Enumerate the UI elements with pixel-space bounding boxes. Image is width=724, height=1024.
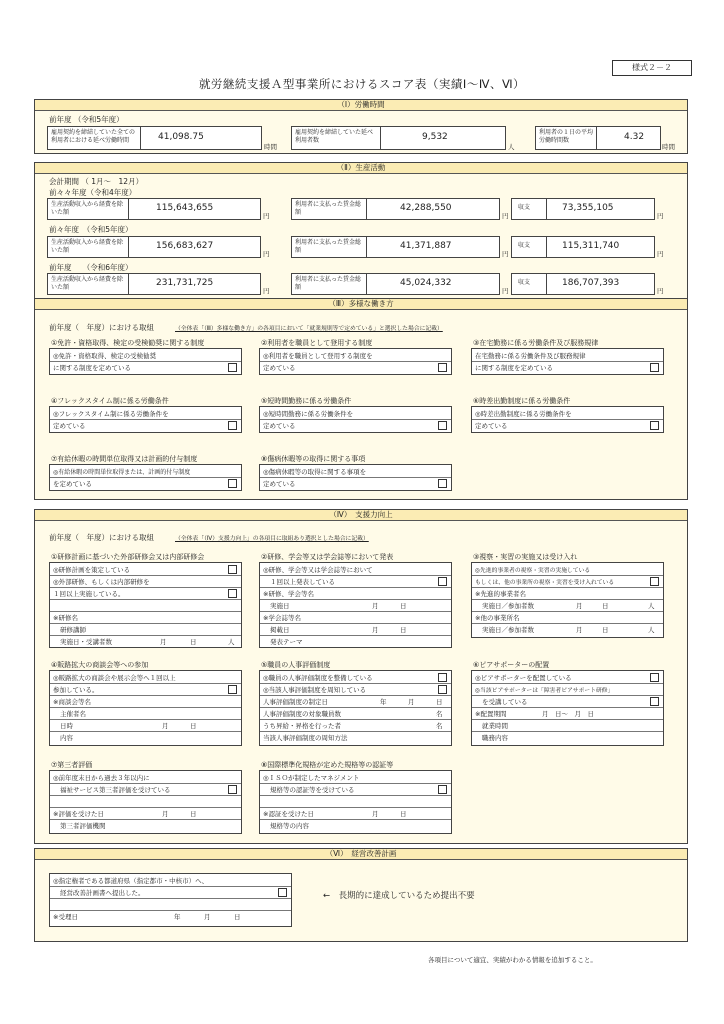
footer-note: 各項目について適宜、実績がわかる情報を追加すること。	[428, 956, 597, 964]
section-intro: 前年度（ 年度）における取組	[49, 323, 154, 332]
avg-hours-value: 4.32	[624, 132, 645, 142]
item-box: 在宅勤務に係る労働条件及び服務規律 に関する制度を定めている	[471, 348, 664, 375]
item-box: ◎利用者を職員として登用する制度を 定めている	[259, 348, 452, 375]
item-checkbox[interactable]	[228, 363, 237, 372]
balance-box: 収支 73,355,105	[511, 198, 655, 220]
balance-value: 186,707,393	[562, 278, 620, 288]
item-checkbox[interactable]	[438, 785, 447, 794]
income-value: 156,683,627	[156, 241, 214, 251]
income-value: 115,643,655	[156, 203, 214, 213]
item-title: ②利用者を職員として登用する制度	[261, 339, 373, 347]
wage-value: 42,288,550	[400, 203, 452, 213]
item-checkbox[interactable]	[228, 421, 237, 430]
item-checkbox[interactable]	[650, 697, 659, 706]
accounting-period: 会計期間 （ 1月～ 12月）	[49, 177, 144, 186]
item-title: ①研修計画に基づいた外部研修会又は内部研修会	[51, 553, 205, 561]
item-checkbox[interactable]	[438, 685, 447, 694]
item-box: ◎免許・資格取得、検定の受検勧奨 に関する制度を定めている	[49, 348, 242, 375]
item-box: ◎研修計画を策定している ◎外部研修、もしくは内部研修を １回以上実施している。 ※研修名 研修講師 実施日・受講者数 月 日 人	[49, 562, 242, 648]
avg-hours-box: 利用者の１日の平均労働時間数 4.32	[535, 126, 661, 150]
item-title: ⑦有給休暇の時間単位取得又は計画的付与制度	[51, 455, 198, 463]
item-box: ◎前年度末日から過去３年以内に 福祉サービス第三者評価を受けている ※評価を受けた日 月 日 第三者評価機関	[49, 770, 242, 834]
exemption-note: ← 長期的に達成しているため提出不要	[323, 891, 475, 901]
section-intro: 前年度（ 年度）における取組	[49, 533, 154, 542]
section-diverse-work	[34, 298, 688, 500]
income-box: 生産活動収入から経費を除いた額 115,643,655	[47, 198, 261, 220]
item-box: ◎時差出勤制度に係る労働条件を 定めている	[471, 406, 664, 433]
item-checkbox[interactable]	[438, 577, 447, 586]
item-title: ⑤短時間勤務に係る労働条件	[261, 397, 352, 405]
item-checkbox[interactable]	[228, 785, 237, 794]
item-title: ⑤職員の人事評価制度	[261, 661, 331, 669]
wage-box: 利用者に支払った賃金総額 41,371,887	[291, 236, 500, 258]
form-number: 様式２－２	[612, 60, 692, 76]
wage-box: 利用者に支払った賃金総額 45,024,332	[291, 273, 500, 295]
balance-value: 73,355,105	[562, 203, 614, 213]
plan-box: ◎指定権者である都道府県（指定都市・中核市）へ、 経営改善計画書へ提出した。 ※受理日 年 月 日	[49, 873, 292, 927]
section-header: （Ⅵ） 経営改善計画	[35, 849, 687, 860]
item-checkbox[interactable]	[438, 673, 447, 682]
total-work-hours-value: 41,098.75	[158, 132, 204, 142]
item-title: ③視察・実習の実施又は受け入れ	[473, 553, 578, 561]
balance-box: 収支 115,311,740	[511, 236, 655, 258]
item-box: ◎職員の人事評価制度を整備している ◎当該人事評価制度を周知している 人事評価制度の制定日 年 月 日 人事評価制度の対象職員数 名 うち昇給・昇格を行った者 名 当該人事評価制度の周知方法	[259, 670, 452, 746]
section-support-capability	[34, 509, 688, 844]
year-label: 前年度 （令和5年度）	[49, 115, 124, 124]
item-title: ①免許・資格取得、検定の受検勧奨に関する制度	[51, 339, 205, 347]
wage-value: 45,024,332	[400, 278, 452, 288]
item-checkbox[interactable]	[650, 577, 659, 586]
item-box: ◎ピアサポーターを配置している ◎当該ピアサポーターは「障害者ピアサポート研修」 を受講している ※配置期間 月 日～ 月 日 就業時間 職務内容	[471, 670, 664, 746]
item-box: ◎販路拡大の商談会や展示会等へ１回以上 参加している。 ※商談会等名 主催者名 日時 月 日 内容	[49, 670, 242, 746]
section-intro-note: （全体表「（Ⅳ）支援力向上」の各項目に取組あり選択とした場合に記載）	[175, 536, 369, 542]
year-label: 前々年度 （令和5年度）	[49, 225, 133, 234]
section-management-plan	[34, 848, 688, 942]
item-checkbox[interactable]	[650, 363, 659, 372]
total-users-box: 雇用契約を締結していた延べ利用者数 9,532	[291, 126, 506, 150]
income-box: 生産活動収入から経費を除いた額 156,683,627	[47, 236, 261, 258]
wage-value: 41,371,887	[400, 241, 452, 251]
item-box: ◎研修、学会等又は学会誌等において １回以上発表している ※研修、学会等名 実施日 月 日 ※学会誌等名 掲載日 月 日 発表テーマ	[259, 562, 452, 648]
item-checkbox[interactable]	[228, 479, 237, 488]
item-box: ◎先進的事業者の視察・実習の実施している もしくは、他の事業所の視察・実習を受け入れている ※先進的事業者名 実施日／参加者数 月 日 人 ※他の事業所名 実施日／参加者数 月 日 人	[471, 562, 664, 638]
total-work-hours-box: 雇用契約を締結していた全ての利用者における延べ労働時間 41,098.75	[47, 126, 262, 150]
item-box: ◎フレックスタイム制に係る労働条件を 定めている	[49, 406, 242, 433]
item-checkbox[interactable]	[228, 565, 237, 574]
item-box: ◎ＩＳＯが制定したマネジメント 規格等の認証等を受けている ※認証を受けた日 月 日 規格等の内容	[259, 770, 452, 834]
income-box: 生産活動収入から経費を除いた額 231,731,725	[47, 273, 261, 295]
balance-value: 115,311,740	[562, 241, 620, 251]
item-title: ⑧国際標準化規格が定めた規格等の認証等	[261, 761, 394, 769]
item-title: ②研修、学会等又は学会誌等において発表	[261, 553, 394, 561]
balance-box: 収支 186,707,393	[511, 273, 655, 295]
section-intro-note: （全体表「（Ⅲ）多様な働き方」の各項目において「就業規則等で定めている」と選択した場合に記載）	[175, 326, 443, 332]
section-header: （Ⅳ） 支援力向上	[35, 510, 687, 521]
item-title: ⑦第三者評価	[51, 761, 93, 769]
item-title: ⑧傷病休暇等の取得に関する事項	[261, 455, 366, 463]
item-checkbox[interactable]	[650, 673, 659, 682]
item-checkbox[interactable]	[228, 685, 237, 694]
item-box: ◎短時間勤務に係る労働条件を 定めている	[259, 406, 452, 433]
income-value: 231,731,725	[156, 278, 214, 288]
section-header: （Ⅱ）生産活動	[35, 163, 687, 174]
year-label: 前年度 （令和6年度）	[49, 263, 133, 272]
item-checkbox[interactable]	[228, 589, 237, 598]
section-production: （Ⅱ）生産活動 会計期間 （ 1月～ 12月） 前々々年度（令和4年度） 生産活動収入から経費を除いた額 115,643,655 円 利用者に支払った賃金総額 42,288,550 円 収支 73,355,105 円 前々年度 （令和5年度） 生産活動収入から経費を除いた額 156,683,627 円 利用者に支払った賃金総額 41,371,887 円 収支 115,311,740 円 前年度 （令和6年度） 生産活動収入から経費を除いた額 231,731,725 円 利用者に支払った賃金総額 45,024,332 円 収支 186,707,393 円	[34, 162, 688, 300]
section-header: （Ⅰ）労働時間	[35, 100, 687, 111]
item-checkbox[interactable]	[438, 421, 447, 430]
section-header: （Ⅲ）多様な働き方	[35, 299, 687, 310]
item-title: ⑥時差出勤制度に係る労働条件	[473, 397, 571, 405]
item-checkbox[interactable]	[438, 363, 447, 372]
wage-box: 利用者に支払った賃金総額 42,288,550	[291, 198, 500, 220]
item-checkbox[interactable]	[438, 479, 447, 488]
item-checkbox[interactable]	[650, 421, 659, 430]
section-work-hours: （Ⅰ）労働時間 前年度 （令和5年度） 雇用契約を締結していた全ての利用者における延べ労働時間 41,098.75 時間 雇用契約を締結していた延べ利用者数 9,532 人 利用者の１日の平均労働時間数 4.32 時間	[34, 99, 688, 154]
item-title: ④フレックスタイム制に係る労働条件	[51, 397, 169, 405]
page-title: 就労継続支援Ａ型事業所におけるスコア表（実績Ⅰ～Ⅳ、Ⅵ）	[198, 77, 526, 91]
plan-checkbox[interactable]	[278, 888, 287, 897]
item-title: ④販路拡大の商談会等への参加	[51, 661, 149, 669]
item-box: ◎傷病休暇等の取得に関する事項を 定めている	[259, 464, 452, 491]
item-box: ◎有給休暇の時間単位取得または、計画的付与制度 を定めている	[49, 464, 242, 491]
total-users-value: 9,532	[422, 132, 448, 142]
year-label: 前々々年度（令和4年度）	[49, 188, 137, 197]
item-title: ③在宅勤務に係る労働条件及び服務規律	[473, 339, 599, 347]
item-title: ⑥ピアサポーターの配置	[473, 661, 550, 669]
